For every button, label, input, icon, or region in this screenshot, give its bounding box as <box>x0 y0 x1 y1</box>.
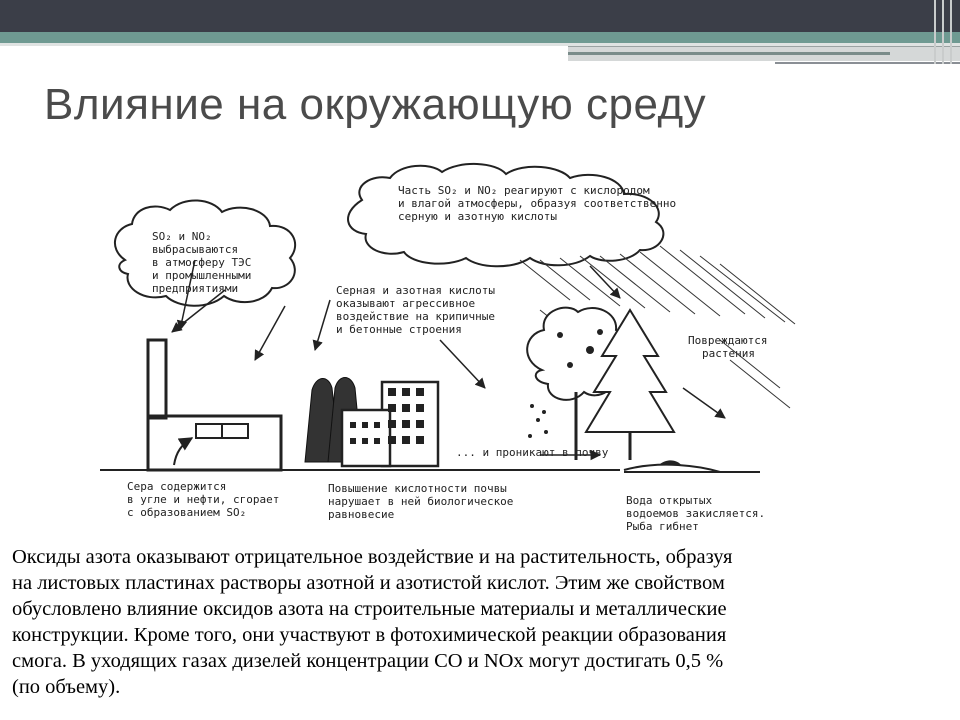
label-acids: Серная и азотная кислоты оказывают агрессивное воздействие на крипичные и бетонные строения <box>336 284 495 336</box>
slide-title: Влияние на окружающую среду <box>44 80 707 129</box>
slide-corner-lines <box>928 0 960 64</box>
label-water: Вода открытых водоемов закисляется. Рыба гибнет <box>626 494 766 533</box>
label-plants: Повреждаются растения <box>688 334 768 360</box>
label-acidity: Повышение кислотности почвы нарушает в ней биологическое равновесие <box>328 482 514 521</box>
slide-header-bar <box>0 0 960 32</box>
slide-body-text: Оксиды азота оказывают отрицательное воздействие и на растительность, образуя на листовых пластинах растворы азотной и азотистой кислот. Этим же свойством обусловлено влияние оксидов азота на строительные материалы и металлические конструкции. Кроме того, они участвуют в фотохимической реакции образования смога. В уходящих газах дизелей концентрации CO и NOx могут достигать 0,5 % (по объему). <box>12 546 733 698</box>
label-reaction: Часть SO₂ и NO₂ реагируют с кислородом и влагой атмосферы, образуя соответственно серную и азотную кислоты <box>398 184 677 223</box>
slide-header-accent-line <box>568 52 890 55</box>
acid-rain-diagram <box>100 160 800 540</box>
pond <box>624 460 760 472</box>
label-sulfur: Сера содержится в угле и нефти, сгорает с образованием SO₂ <box>127 480 280 519</box>
factory <box>148 340 281 470</box>
slide-header-stripe <box>0 32 960 43</box>
label-emission: SO₂ и NO₂ выбрасываются в атмосферу ТЭС и промышленными предприятиями <box>152 230 252 295</box>
label-soil: ... и проникают в почву <box>456 446 609 459</box>
